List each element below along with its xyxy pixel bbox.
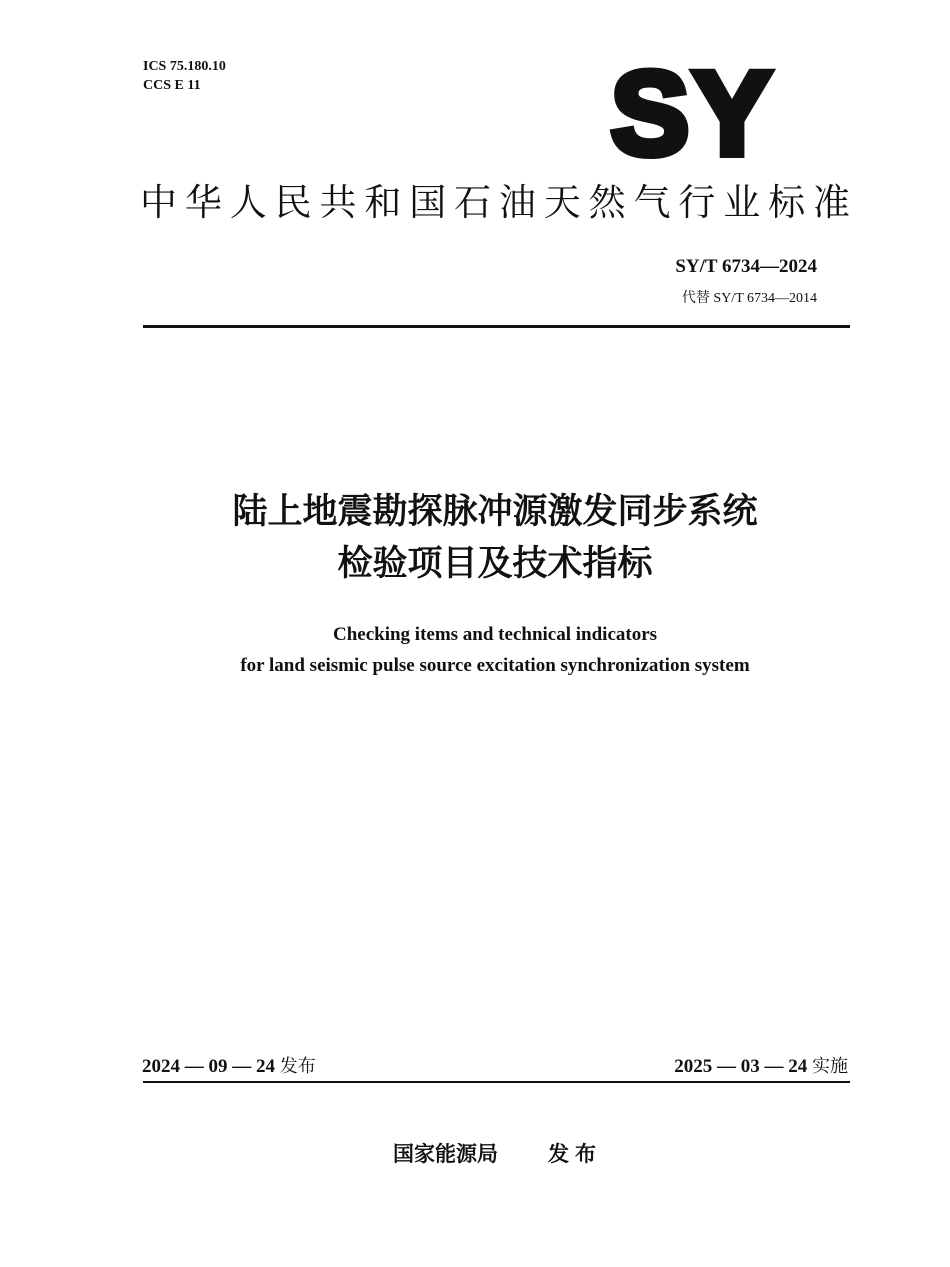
implementation-date: 2025 — 03 — 24 <box>674 1056 808 1077</box>
replaces-standard: 代替 SY/T 6734—2014 <box>681 291 817 306</box>
ccs-code: CCS E 11 <box>143 78 201 93</box>
publisher-action: 发布 <box>548 1142 602 1166</box>
standard-number: SY/T 6734—2024 <box>675 256 817 277</box>
organization-name: 中华人民共和国石油天然气行业标准 <box>140 181 852 224</box>
issue-label: 发布 <box>279 1056 316 1077</box>
sy-logo-text: SY <box>611 58 775 162</box>
implementation-label: 实施 <box>812 1056 848 1077</box>
english-title-line-1: Checking items and technical indicators <box>332 624 658 645</box>
english-title <box>0 619 950 681</box>
chinese-title <box>0 486 950 590</box>
top-divider <box>143 325 850 328</box>
publisher-name: 国家能源局 <box>393 1142 498 1166</box>
bottom-divider <box>143 1081 850 1083</box>
sy-logo <box>606 58 781 162</box>
chinese-title-line-2: 检验项目及技术指标 <box>337 544 653 584</box>
chinese-title-line-1: 陆上地震勘探脉冲源激发同步系统 <box>232 492 758 532</box>
english-title-line-2: for land seismic pulse source excitation synchronization system <box>240 655 750 676</box>
ics-code: ICS 75.180.10 <box>143 59 226 74</box>
issue-date-block <box>142 1052 316 1078</box>
issue-date: 2024 — 09 — 24 <box>142 1056 275 1077</box>
classification-codes <box>143 57 226 95</box>
implementation-date-block <box>674 1052 848 1078</box>
